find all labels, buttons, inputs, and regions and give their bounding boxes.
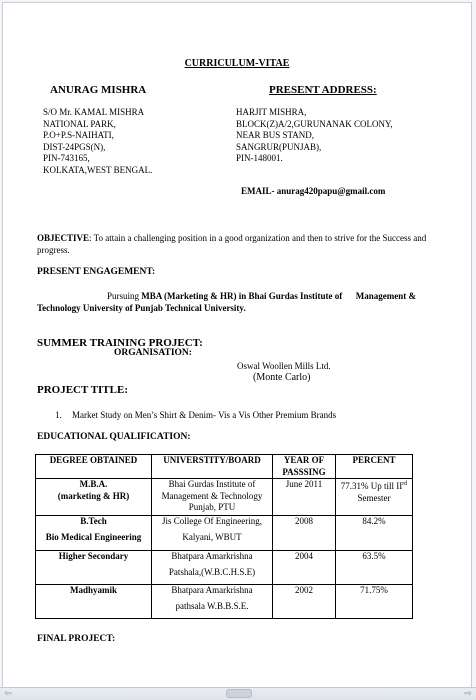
degree-cell: Higher Secondary [36, 551, 152, 585]
address-line: PIN-148001. [236, 153, 283, 164]
address-line: P.O+P.S-NAIHATI, [43, 130, 114, 141]
viewer-bottom-bar [0, 687, 476, 700]
degree-text: Bio Medical Engineering [45, 531, 142, 542]
table-row [36, 585, 413, 619]
percent-text: Semester [357, 492, 391, 503]
organisation-label: ORGANISATION: [114, 348, 192, 358]
email-line [241, 186, 385, 196]
degree-text: (marketing & HR) [57, 490, 130, 501]
objective-label: OBJECTIVE [37, 233, 90, 243]
year-cell: 2002 [273, 585, 336, 619]
year-cell: 2004 [273, 551, 336, 585]
board-text: pathsala W.B.B.S.E. [175, 600, 249, 611]
project-item-text: Market Study on Men’s Shirt & Denim- Vis a Vis Other Premium Brands [72, 410, 337, 420]
previous-page-arrow-icon[interactable]: ⇦ [4, 689, 12, 699]
degree-text: B.Tech [80, 516, 107, 526]
year-cell: June 2011 [273, 479, 336, 516]
degree-cell [36, 516, 152, 551]
board-text: Jis College Of Engineering, [162, 516, 262, 526]
board-text: Patshala,(W.B.C.H.S.E) [168, 566, 256, 577]
objective-section [37, 232, 437, 256]
board-text: Bhatpara Amarkrishna [171, 585, 253, 595]
degree-cell: Madhyamik [36, 585, 152, 619]
percent-cell: 84.2% [336, 516, 413, 551]
resize-handle[interactable] [226, 689, 252, 698]
next-page-arrow-icon[interactable]: ⇨ [464, 689, 472, 699]
engagement-text [37, 290, 437, 314]
list-number: 1. [55, 410, 62, 420]
project-title-heading: PROJECT TITLE: [37, 384, 128, 396]
board-text: Bhatpara Amarkrishna [171, 551, 253, 561]
board-text: Kalyani, WBUT [182, 531, 242, 542]
percent-text: 77.31% Up till II [340, 481, 403, 491]
email-link[interactable]: anurag420papu@gmail.com [276, 186, 386, 196]
board-cell: Bhai Gurdas Institute of Management & Technology Punjab, PTU [152, 479, 273, 516]
final-project-heading: FINAL PROJECT: [37, 634, 116, 644]
table-row [36, 479, 413, 516]
engagement-heading: PRESENT ENGAGEMENT: [37, 267, 156, 277]
board-cell [152, 551, 273, 585]
degree-text: M.B.A. [79, 479, 108, 489]
project-item [55, 410, 336, 420]
education-heading: EDUCATIONAL QUALIFICATION: [37, 432, 191, 442]
percent-cell: 63.5% [336, 551, 413, 585]
table-row [36, 516, 413, 551]
present-address-heading: PRESENT ADDRESS: [269, 84, 377, 96]
percent-superscript: rd [402, 481, 408, 487]
permanent-address [43, 107, 152, 177]
engagement-prefix: Pursuing [107, 291, 142, 301]
address-line: NATIONAL PARK, [43, 118, 116, 129]
address-line: NEAR BUS STAND, [236, 130, 315, 141]
address-line: S/O Mr. KAMAL MISHRA [43, 107, 145, 117]
email-label: EMAIL- [241, 186, 277, 196]
organisation-brand: (Monte Carlo) [253, 372, 311, 383]
address-line: HARJIT MISHRA, [236, 107, 307, 117]
candidate-name: ANURAG MISHRA [50, 84, 147, 96]
present-address [236, 107, 393, 165]
education-table [35, 454, 413, 619]
column-header: UNIVERSTITY/BOARD [152, 455, 273, 479]
document-page [2, 2, 472, 690]
address-line: PIN-743165, [43, 153, 90, 164]
column-header: PERCENT [336, 455, 413, 479]
percent-cell [336, 479, 413, 516]
organisation-name: Oswal Woollen Mills Ltd. [237, 361, 331, 371]
degree-cell [36, 479, 152, 516]
objective-text: : To attain a challenging position in a good organization and then to strive for the Success and progress. [37, 233, 427, 255]
address-line: SANGRUR(PUNJAB), [236, 141, 322, 152]
table-header-row [36, 455, 413, 479]
address-line: KOLKATA,WEST BENGAL. [43, 164, 153, 175]
document-title: CURRICULUM-VITAE [184, 58, 290, 69]
table-row [36, 551, 413, 585]
column-header: DEGREE OBTAINED [36, 455, 152, 479]
engagement-bold: MBA (Marketing & HR) in Bhai Gurdas Institute of Management & Technology University of Punjab Technical University. [37, 291, 419, 313]
board-cell [152, 516, 273, 551]
year-cell: 2008 [273, 516, 336, 551]
address-line: BLOCK(Z)A/2,GURUNANAK COLONY, [236, 118, 393, 129]
address-line: DIST-24PGS(N), [43, 141, 106, 152]
column-header: YEAR OF PASSSING [273, 455, 336, 479]
summer-training-heading: SUMMER TRAINING PROJECT: [37, 337, 203, 349]
percent-cell: 71.75% [336, 585, 413, 619]
board-cell [152, 585, 273, 619]
